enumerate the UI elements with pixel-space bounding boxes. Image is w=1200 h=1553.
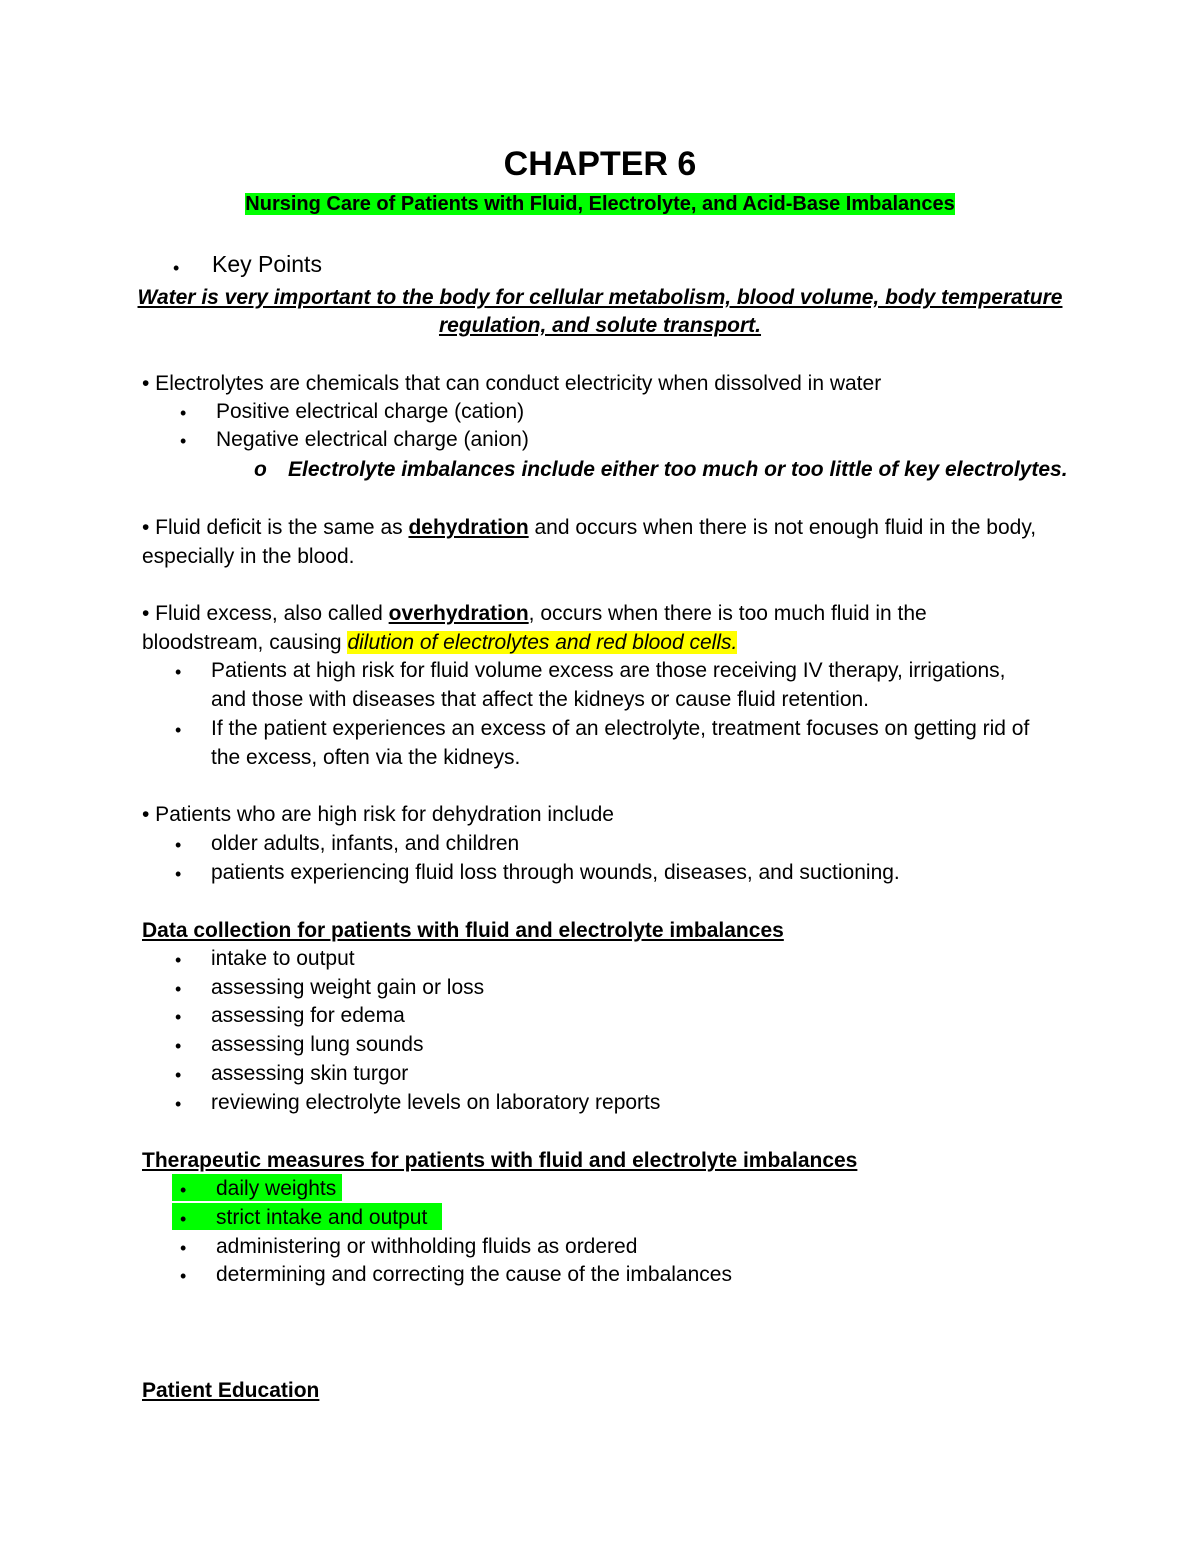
excess-item-line: If the patient experiences an excess of an electrolyte, treatment focuses on getting rid of bbox=[211, 717, 1030, 740]
bullet-icon: • bbox=[175, 1065, 182, 1085]
excess-item-line: and those with diseases that affect the kidneys or cause fluid retention. bbox=[211, 688, 870, 711]
therapeutic-item: daily weights bbox=[216, 1177, 337, 1200]
bullet-icon: • bbox=[180, 1266, 187, 1286]
bullet-icon: • bbox=[175, 950, 182, 970]
page-title: CHAPTER 6 bbox=[503, 145, 697, 183]
dehydration-risk-lead: • Patients who are high risk for dehydration include bbox=[142, 803, 614, 826]
bullet-icon: • bbox=[180, 1180, 187, 1200]
bullet-icon: • bbox=[175, 864, 182, 884]
electrolytes-item: Positive electrical charge (cation) bbox=[216, 400, 525, 423]
bullet-icon: • bbox=[173, 258, 180, 278]
therapeutic-item: administering or withholding fluids as ordered bbox=[216, 1235, 638, 1258]
electrolytes-item: Negative electrical charge (anion) bbox=[216, 428, 529, 451]
data-collection-item: reviewing electrolyte levels on laboratory reports bbox=[211, 1091, 661, 1114]
data-collection-item: assessing lung sounds bbox=[211, 1033, 424, 1056]
electrolytes-sub-item: Electrolyte imbalances include either too much or too little of key electrolytes. bbox=[288, 458, 1068, 481]
deficit-line-1 bbox=[142, 513, 1036, 542]
excess-post: , occurs when there is too much fluid in the bbox=[528, 602, 927, 625]
data-collection-item: assessing weight gain or loss bbox=[211, 976, 485, 999]
bullet-icon: • bbox=[175, 1036, 182, 1056]
deficit-line-2: especially in the blood. bbox=[142, 545, 355, 568]
therapeutic-item: strict intake and output bbox=[216, 1206, 428, 1229]
patient-education-heading: Patient Education bbox=[142, 1379, 320, 1402]
bullet-icon: • bbox=[180, 1238, 187, 1258]
data-collection-item: intake to output bbox=[211, 947, 355, 970]
intro-line-1: Water is very important to the body for cellular metabolism, blood volume, body temperature bbox=[137, 286, 1063, 309]
sub-bullet-icon: o bbox=[254, 458, 267, 481]
excess-line-2 bbox=[142, 628, 737, 657]
page-subtitle bbox=[0, 190, 1200, 218]
data-collection-heading: Data collection for patients with fluid and electrolyte imbalances bbox=[142, 919, 784, 942]
excess-term: overhydration bbox=[388, 602, 529, 625]
bullet-icon: • bbox=[175, 662, 182, 682]
therapeutic-item: determining and correcting the cause of the imbalances bbox=[216, 1263, 732, 1286]
dehydration-risk-item: patients experiencing fluid loss through wounds, diseases, and suctioning. bbox=[211, 861, 900, 884]
data-collection-item: assessing skin turgor bbox=[211, 1062, 409, 1085]
bullet-icon: • bbox=[175, 720, 182, 740]
dehydration-risk-item: older adults, infants, and children bbox=[211, 832, 520, 855]
bullet-icon: • bbox=[180, 431, 187, 451]
deficit-term: dehydration bbox=[408, 516, 529, 539]
excess-item-line: the excess, often via the kidneys. bbox=[211, 746, 521, 769]
excess-highlight: dilution of electrolytes and red blood cells. bbox=[347, 631, 738, 654]
bullet-icon: • bbox=[180, 403, 187, 423]
key-points-label: Key Points bbox=[212, 251, 322, 277]
bullet-icon: • bbox=[175, 1007, 182, 1027]
subtitle-highlight: Nursing Care of Patients with Fluid, Electrolyte, and Acid-Base Imbalances bbox=[245, 193, 955, 215]
electrolytes-lead: • Electrolytes are chemicals that can conduct electricity when dissolved in water bbox=[142, 372, 882, 395]
bullet-icon: • bbox=[175, 1094, 182, 1114]
intro-line-2: regulation, and solute transport. bbox=[438, 314, 762, 337]
excess-item-line: Patients at high risk for fluid volume excess are those receiving IV therapy, irrigations, bbox=[211, 659, 1006, 682]
bullet-icon: • bbox=[175, 979, 182, 999]
data-collection-item: assessing for edema bbox=[211, 1004, 405, 1027]
bullet-icon: • bbox=[175, 835, 182, 855]
excess-line2-pre: bloodstream, causing bbox=[142, 631, 348, 654]
excess-pre: • Fluid excess, also called bbox=[142, 602, 389, 625]
deficit-post: and occurs when there is not enough fluid in the body, bbox=[528, 516, 1037, 539]
therapeutic-heading: Therapeutic measures for patients with fluid and electrolyte imbalances bbox=[142, 1149, 858, 1172]
bullet-icon: • bbox=[180, 1209, 187, 1229]
excess-line-1 bbox=[142, 599, 927, 628]
deficit-pre: • Fluid deficit is the same as bbox=[142, 516, 409, 539]
